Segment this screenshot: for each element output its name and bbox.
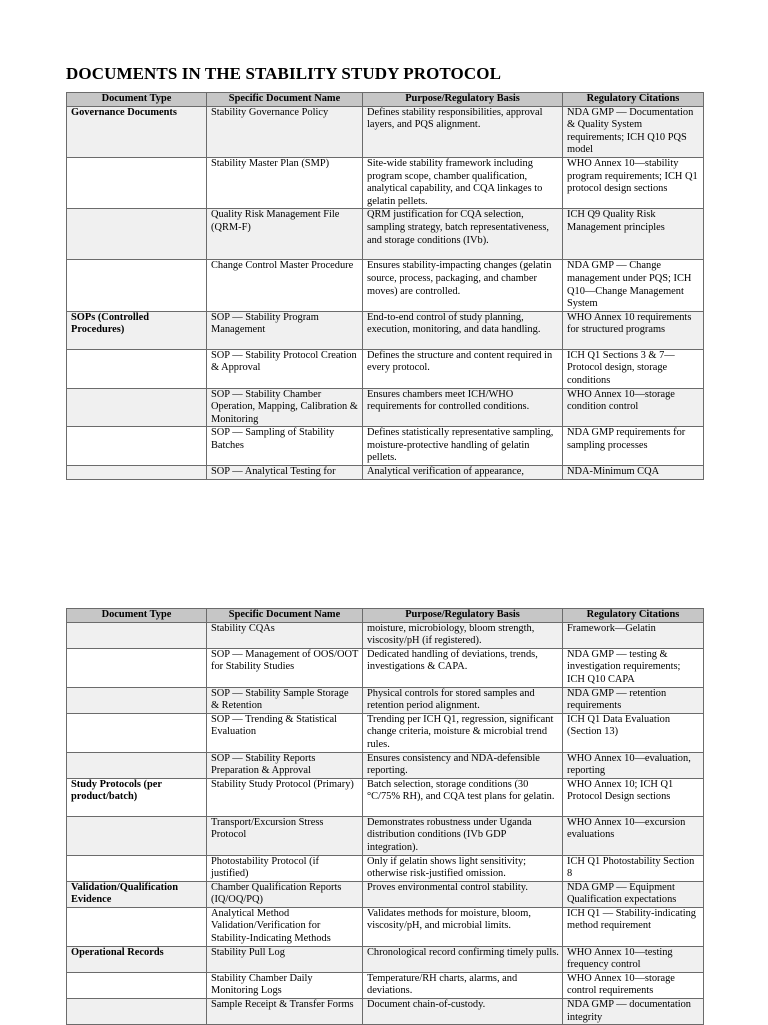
citation-cell: Framework—Gelatin [563,622,704,648]
document-name-cell: Stability CQAs [207,622,363,648]
citation-cell: ICH Q1 Data Evaluation (Section 13) [563,713,704,752]
table-row [67,972,704,998]
citation-cell: WHO Annex 10; ICH Q1 Protocol Design sections [563,778,704,816]
document-name-cell: SOP — Stability Program Management [207,311,363,349]
citation-cell: NDA GMP — Change management under PQS; ICH Q10—Change Management System [563,260,704,311]
purpose-cell: Dedicated handling of deviations, trends, investigations & CAPA. [363,648,563,687]
citation-cell: WHO Annex 10—storage control requirements [563,972,704,998]
document-type-cell [67,209,207,260]
document-name-cell: SOP — Management of OOS/OOT for Stability Studies [207,648,363,687]
purpose-cell: Chronological record confirming timely pulls. [363,946,563,972]
document-type-cell [67,999,207,1025]
purpose-cell: Validates methods for moisture, bloom, viscosity/pH, and microbial limits. [363,907,563,946]
document-name-cell: Quality Risk Management File (QRM-F) [207,209,363,260]
purpose-cell: Document chain-of-custody. [363,999,563,1025]
document-name-cell: Transport/Excursion Stress Protocol [207,816,363,855]
document-type-cell: Validation/Qualification Evidence [67,881,207,907]
citation-cell: WHO Annex 10—excursion evaluations [563,816,704,855]
purpose-cell: Analytical verification of appearance, [363,466,563,480]
table-row [67,713,704,752]
header-purpose: Purpose/Regulatory Basis [363,93,563,107]
purpose-cell: QRM justification for CQA selection, sampling strategy, batch representativeness, and storage conditions (IVb). [363,209,563,260]
table-row [67,816,704,855]
table-row [67,881,704,907]
header-citations: Regulatory Citations [563,93,704,107]
table-row [67,999,704,1025]
document-name-cell: Chamber Qualification Reports (IQ/OQ/PQ) [207,881,363,907]
table-row [67,349,704,388]
document-type-cell [67,752,207,778]
document-type-cell [67,648,207,687]
table-row [67,106,704,157]
document-name-cell: Stability Pull Log [207,946,363,972]
document-name-cell: SOP — Analytical Testing for [207,466,363,480]
purpose-cell: Defines statistically representative sampling, moisture-protective handling of gelatin pellets. [363,427,563,466]
header-document-name: Specific Document Name [207,609,363,623]
document-type-cell [67,260,207,311]
documents-table-part-1 [66,92,704,480]
document-name-cell: SOP — Stability Reports Preparation & Approval [207,752,363,778]
citation-cell: NDA GMP — Equipment Qualification expectations [563,881,704,907]
purpose-cell: End-to-end control of study planning, execution, monitoring, and data handling. [363,311,563,349]
header-document-type: Document Type [67,93,207,107]
citation-cell: ICH Q9 Quality Risk Management principles [563,209,704,260]
purpose-cell: Defines the structure and content required in every protocol. [363,349,563,388]
page-title: DOCUMENTS IN THE STABILITY STUDY PROTOCOL [66,64,502,83]
purpose-cell: Ensures consistency and NDA-defensible reporting. [363,752,563,778]
header-purpose: Purpose/Regulatory Basis [363,609,563,623]
purpose-cell: Proves environmental control stability. [363,881,563,907]
table-row [67,622,704,648]
table-row [67,648,704,687]
purpose-cell: Trending per ICH Q1, regression, significant change criteria, moisture & microbial trend rules. [363,713,563,752]
document-type-cell: SOPs (Controlled Procedures) [67,311,207,349]
header-citations: Regulatory Citations [563,609,704,623]
documents-table-part-2 [66,608,704,1025]
header-document-type: Document Type [67,609,207,623]
table-row [67,157,704,208]
purpose-cell: Physical controls for stored samples and retention period alignment. [363,687,563,713]
citation-cell: WHO Annex 10—stability program requirements; ICH Q1 protocol design sections [563,157,704,208]
document-name-cell: SOP — Trending & Statistical Evaluation [207,713,363,752]
citation-cell: NDA GMP — retention requirements [563,687,704,713]
document-type-cell [67,157,207,208]
citation-cell: NDA GMP — Documentation & Quality System requirements; ICH Q10 PQS model [563,106,704,157]
purpose-cell: Batch selection, storage conditions (30 °C/75% RH), and CQA test plans for gelatin. [363,778,563,816]
table-row [67,855,704,881]
citation-cell: ICH Q1 Sections 3 & 7—Protocol design, storage conditions [563,349,704,388]
citation-cell: NDA GMP — testing & investigation requirements; ICH Q10 CAPA [563,648,704,687]
document-name-cell: Stability Study Protocol (Primary) [207,778,363,816]
table-row [67,209,704,260]
purpose-cell: Ensures chambers meet ICH/WHO requirements for controlled conditions. [363,388,563,427]
document-type-cell [67,713,207,752]
document-type-cell [67,816,207,855]
header-document-name: Specific Document Name [207,93,363,107]
document-name-cell: SOP — Stability Protocol Creation & Approval [207,349,363,388]
purpose-cell: Ensures stability-impacting changes (gelatin source, process, packaging, and chamber moves) are controlled. [363,260,563,311]
table-row [67,311,704,349]
citation-cell: NDA-Minimum CQA [563,466,704,480]
document-type-cell [67,622,207,648]
document-type-cell [67,855,207,881]
purpose-cell: moisture, microbiology, bloom strength, viscosity/pH (if registered). [363,622,563,648]
document-name-cell: Stability Master Plan (SMP) [207,157,363,208]
citation-cell: ICH Q1 Photostability Section 8 [563,855,704,881]
document-name-cell: Stability Chamber Daily Monitoring Logs [207,972,363,998]
document-type-cell [67,687,207,713]
citation-cell: ICH Q1 — Stability-indicating method requirement [563,907,704,946]
document-type-cell: Operational Records [67,946,207,972]
document-type-cell [67,349,207,388]
document-name-cell: Sample Receipt & Transfer Forms [207,999,363,1025]
citation-cell: WHO Annex 10—evaluation, reporting [563,752,704,778]
citation-cell: WHO Annex 10—testing frequency control [563,946,704,972]
document-type-cell [67,972,207,998]
table-row [67,907,704,946]
document-name-cell: Analytical Method Validation/Verification for Stability-Indicating Methods [207,907,363,946]
citation-cell: NDA GMP — documentation integrity [563,999,704,1025]
document-name-cell: Stability Governance Policy [207,106,363,157]
document-name-cell: SOP — Stability Chamber Operation, Mapping, Calibration & Monitoring [207,388,363,427]
purpose-cell: Temperature/RH charts, alarms, and deviations. [363,972,563,998]
citation-cell: WHO Annex 10 requirements for structured programs [563,311,704,349]
citation-cell: WHO Annex 10—storage condition control [563,388,704,427]
table-row [67,752,704,778]
table-row [67,778,704,816]
document-type-cell [67,907,207,946]
purpose-cell: Only if gelatin shows light sensitivity; otherwise risk-justified omission. [363,855,563,881]
document-type-cell: Governance Documents [67,106,207,157]
table-row [67,427,704,466]
table-row [67,687,704,713]
purpose-cell: Defines stability responsibilities, approval layers, and PQS alignment. [363,106,563,157]
document-name-cell: Change Control Master Procedure [207,260,363,311]
document-name-cell: SOP — Stability Sample Storage & Retention [207,687,363,713]
table-row [67,260,704,311]
document-name-cell: SOP — Sampling of Stability Batches [207,427,363,466]
table-row [67,946,704,972]
document-type-cell [67,427,207,466]
document-name-cell: Photostability Protocol (if justified) [207,855,363,881]
document-type-cell: Study Protocols (per product/batch) [67,778,207,816]
table-header-row [67,609,704,623]
document-type-cell [67,388,207,427]
citation-cell: NDA GMP requirements for sampling processes [563,427,704,466]
purpose-cell: Site-wide stability framework including program scope, chamber qualification, analytical capability, and CQA linkages to gelatin pellets. [363,157,563,208]
table-row [67,388,704,427]
table-row [67,466,704,480]
table-header-row [67,93,704,107]
purpose-cell: Demonstrates robustness under Uganda distribution conditions (IVb GDP integration). [363,816,563,855]
document-type-cell [67,466,207,480]
